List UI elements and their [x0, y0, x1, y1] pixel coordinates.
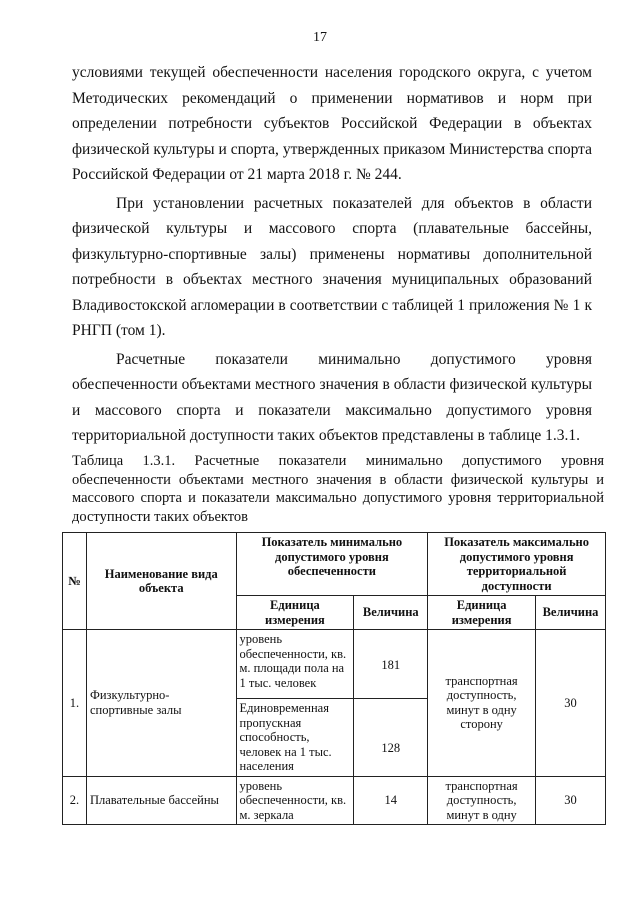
paragraph: Расчетные показатели минимально допустимого уровня обеспеченности объектами местного значения в области физической культуры и массового спорта и показатели максимально допустимого уровня территориальной доступности таких объектов представлены в таблице 1.3.1. [72, 350, 592, 444]
table-caption: Таблица 1.3.1. Расчетные показатели минимально допустимого уровня обеспеченности объектами местного значения в области физической культуры и массового спорта и показатели максимально допустимого уровня территориальной доступности таких объектов [72, 453, 604, 525]
page-number: 17 [313, 30, 327, 45]
row-min-unit: Единовременная пропускная способность, человек на 1 тыс. населения [236, 699, 354, 777]
row-max-unit: транспортная доступность, минут в одну [428, 776, 536, 825]
row-max-value: 30 [536, 630, 606, 777]
row-min-value: 14 [354, 776, 428, 825]
table-row [63, 776, 606, 825]
header-max-value: Величина [536, 596, 606, 630]
header-max-group: Показатель максимально допустимого уровня территориальной доступности [428, 533, 606, 596]
row-max-unit: транспортная доступность, минут в одну сторону [428, 630, 536, 777]
row-object-name: Физкультурно-спортивные залы [86, 630, 236, 777]
paragraph: При установлении расчетных показателей для объектов в области физической культуры и массового спорта (плавательные бассейны, физкультурно-спортивные залы) применены нормативы дополнительной потребности в объектах местного значения муниципальных образований Владивостокской агломерации в соответствии с таблицей 1 приложения № 1 к РНГП (том 1). [72, 194, 592, 339]
header-max-unit: Единица измерения [428, 596, 536, 630]
row-object-name: Плавательные бассейны [86, 776, 236, 825]
row-max-value: 30 [536, 776, 606, 825]
row-min-unit: уровень обеспеченности, кв. м. зеркала [236, 776, 354, 825]
indicators-table [62, 532, 606, 825]
header-min-unit: Единица измерения [236, 596, 354, 630]
header-min-group: Показатель минимально допустимого уровня обеспеченности [236, 533, 428, 596]
row-num: 1. [63, 630, 87, 777]
body-text [72, 60, 592, 449]
row-min-value: 181 [354, 630, 428, 699]
header-min-value: Величина [354, 596, 428, 630]
row-min-value: 128 [354, 699, 428, 777]
paragraph: условиями текущей обеспеченности населения городского округа, с учетом Методических рекомендаций о применении нормативов и норм при определении потребности субъектов Российской Федерации в объектах физической культуры и спорта, утвержденных приказом Министерства спорта Российской Федерации от 21 марта 2018 г. № 244. [72, 64, 592, 183]
row-min-unit: уровень обеспеченности, кв. м. площади пола на 1 тыс. человек [236, 630, 354, 699]
header-num: № [63, 533, 87, 630]
header-object: Наименование вида объекта [86, 533, 236, 630]
table-header-row [63, 533, 606, 596]
row-num: 2. [63, 776, 87, 825]
table-row [63, 630, 606, 699]
